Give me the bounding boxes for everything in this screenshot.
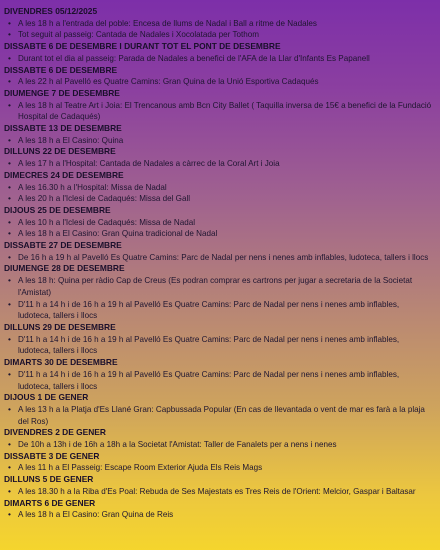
day-title: DIMARTS 30 DE DESEMBRE: [4, 357, 118, 368]
event-text: A les 18 h al Teatre Art i Joia: El Trencanous amb Bcn City Ballet ( Taquilla inversa de 15€ a benefici de la Fundació Hospital de Cadaqués): [18, 100, 432, 122]
bullet-icon: •: [8, 485, 11, 496]
day-section: [4, 146, 434, 169]
bullet-icon: •: [8, 298, 11, 309]
event-item: [4, 29, 434, 41]
event-list: [4, 404, 434, 427]
bullet-icon: •: [8, 29, 11, 40]
event-list: [4, 53, 434, 65]
day-title: DISSABTE 27 DE DESEMBRE: [4, 240, 122, 251]
event-item: [4, 228, 434, 240]
event-item: [4, 18, 434, 30]
day-section: [4, 170, 434, 205]
day-title: DIVENDRES 2 DE GENER: [4, 427, 106, 438]
day-section: [4, 65, 434, 88]
day-title: DILLUNS 5 DE GENER: [4, 474, 94, 485]
event-text: Tot seguit al passeig: Cantada de Nadales i Xocolatada per Tothom: [18, 30, 260, 40]
event-text: Durant tot el dia al passeig: Parada de Nadales a benefici de l'AFA de la Llar d'Infants Es Papanell: [18, 53, 370, 63]
event-list: [4, 439, 434, 451]
day-title: DIMECRES 24 DE DESEMBRE: [4, 169, 124, 180]
event-list: [4, 217, 434, 240]
event-item: [4, 275, 434, 298]
event-text: A les 20 h a l'Iclesi de Cadaqués: Missa del Gall: [18, 194, 191, 204]
event-text: A les 18 h a El Casino: Gran Quina de Reis: [18, 510, 174, 520]
event-text: A les 22 h al Pavelló es Quatre Camins: Gran Quina de la Unió Esportiva Cadaqués: [18, 77, 319, 87]
event-list: [4, 158, 434, 170]
day-title: DISSABTE 6 DE DESEMBRE I DURANT TOT EL PONT DE DESEMBRE: [4, 41, 281, 52]
event-item: [4, 217, 434, 229]
day-title: DILLUNS 22 DE DESEMBRE: [4, 146, 116, 157]
event-item: [4, 462, 434, 474]
bullet-icon: •: [8, 158, 11, 169]
day-title: DISSABTE 6 DE DESEMBRE: [4, 64, 118, 75]
bullet-icon: •: [8, 462, 11, 473]
event-item: [4, 100, 434, 123]
day-title: DIMARTS 6 DE GENER: [4, 497, 96, 508]
bullet-icon: •: [8, 275, 11, 286]
event-list: [4, 509, 434, 521]
event-list: [4, 182, 434, 205]
bullet-icon: •: [8, 52, 11, 63]
bullet-icon: •: [8, 368, 11, 379]
day-title: DIVENDRES 05/12/2025: [4, 6, 98, 16]
day-section: [4, 263, 434, 322]
day-section: [4, 357, 434, 392]
event-list: [4, 252, 434, 264]
event-item: [4, 76, 434, 88]
event-text: De 10h a 13h i de 16h a 18h a la Societat l'Amistat: Taller de Fanalets per a nens i nenes: [18, 440, 337, 450]
event-list: [4, 76, 434, 88]
event-item: [4, 299, 434, 322]
day-section: [4, 240, 434, 263]
event-item: [4, 404, 434, 427]
event-item: [4, 135, 434, 147]
event-text: A les 18 h a El Casino: Quina: [18, 135, 124, 145]
event-item: [4, 334, 434, 357]
day-section: [4, 427, 434, 450]
bullet-icon: •: [8, 251, 11, 262]
event-item: [4, 252, 434, 264]
day-title: DIUMENGE 7 DE DESEMBRE: [4, 87, 120, 98]
bullet-icon: •: [8, 333, 11, 344]
bullet-icon: •: [8, 439, 11, 450]
day-section: [4, 6, 434, 41]
event-item: [4, 509, 434, 521]
day-section: [4, 322, 434, 357]
event-list: [4, 486, 434, 498]
bullet-icon: •: [8, 17, 11, 28]
day-title: DIUMENGE 28 DE DESEMBRE: [4, 263, 125, 274]
event-item: [4, 193, 434, 205]
event-text: A les 11 h a El Passeig: Escape Room Exterior Ajuda Els Reis Mags: [18, 463, 263, 473]
day-section: [4, 123, 434, 146]
day-title: DISSABTE 13 DE DESEMBRE: [4, 123, 122, 134]
event-text: D'11 h a 14 h i de 16 h a 19 h al Pavelló Es Quatre Camins: Parc de Nadal per nens i nenes amb inflables, ludoteca, tallers i llocs: [18, 334, 400, 356]
day-section: [4, 392, 434, 427]
bullet-icon: •: [8, 216, 11, 227]
day-section: [4, 41, 434, 64]
event-list: [4, 100, 434, 123]
event-text: D'11 h a 14 h i de 16 h a 19 h al Pavelló Es Quatre Camins: Parc de Nadal per nens i nenes amb inflables, ludoteca, tallers i llocs: [18, 369, 400, 391]
event-text: De 16 h a 19 h al Pavelló Es Quatre Camins: Parc de Nadal per nens i nenes amb inflables, ludoteca, tallers i llocs: [18, 252, 429, 262]
day-section: [4, 474, 434, 497]
event-text: A les 17 h a l'Hospital: Cantada de Nadales a càrrec de la Coral Art i Joia: [18, 159, 280, 169]
day-title: DILLUNS 29 DE DESEMBRE: [4, 321, 116, 332]
event-list: [4, 18, 434, 41]
event-item: [4, 182, 434, 194]
day-title: DISSABTE 3 DE GENER: [4, 450, 100, 461]
event-text: D'11 h a 14 h i de 16 h a 19 h al Pavelló Es Quatre Camins: Parc de Nadal per nens i nenes amb inflables, ludoteca, tallers i llocs: [18, 299, 400, 321]
day-section: [4, 451, 434, 474]
event-item: [4, 53, 434, 65]
event-item: [4, 158, 434, 170]
bullet-icon: •: [8, 181, 11, 192]
event-list: [4, 369, 434, 392]
bullet-icon: •: [8, 134, 11, 145]
bullet-icon: •: [8, 99, 11, 110]
day-title: DIJOUS 25 DE DESEMBRE: [4, 204, 111, 215]
event-list: [4, 275, 434, 322]
event-item: [4, 439, 434, 451]
event-text: A les 10 h a l'Iclesi de Cadaqués: Missa de Nadal: [18, 217, 196, 227]
event-text: A les 18 h a l'entrada del poble: Encesa de llums de Nadal i Ball a ritme de Nadales: [18, 18, 317, 28]
event-text: A les 18 h a El Casino: Gran Quina tradicional de Nadal: [18, 229, 218, 239]
event-list: [4, 135, 434, 147]
bullet-icon: •: [8, 403, 11, 414]
event-item: [4, 486, 434, 498]
bullet-icon: •: [8, 76, 11, 87]
event-text: A les 18 h: Quina per ràdio Cap de Creus (Es podran comprar es cartrons per jugar a secretaria de la Societat l'Amistat): [18, 276, 413, 297]
day-section: [4, 205, 434, 240]
event-text: A les 13 h a la Platja d'Es Llané Gran: Capbussada Popular (En cas de llevantada o vent de mar es farà a la plaja del Ros): [18, 404, 425, 426]
bullet-icon: •: [8, 509, 11, 520]
event-text: A les 16.30 h a l'Hospital: Missa de Nadal: [18, 182, 167, 192]
event-list: [4, 334, 434, 357]
event-item: [4, 369, 434, 392]
day-title: DIJOUS 1 DE GENER: [4, 392, 89, 403]
event-list: [4, 462, 434, 474]
event-text: A les 18.30 h a la Riba d'Es Poal: Rebuda de Ses Majestats es Tres Reis de l'Orient: Melcior, Gaspar i Baltasar: [18, 486, 416, 496]
day-section: [4, 88, 434, 123]
bullet-icon: •: [8, 228, 11, 239]
bullet-icon: •: [8, 193, 11, 204]
day-section: [4, 498, 434, 521]
